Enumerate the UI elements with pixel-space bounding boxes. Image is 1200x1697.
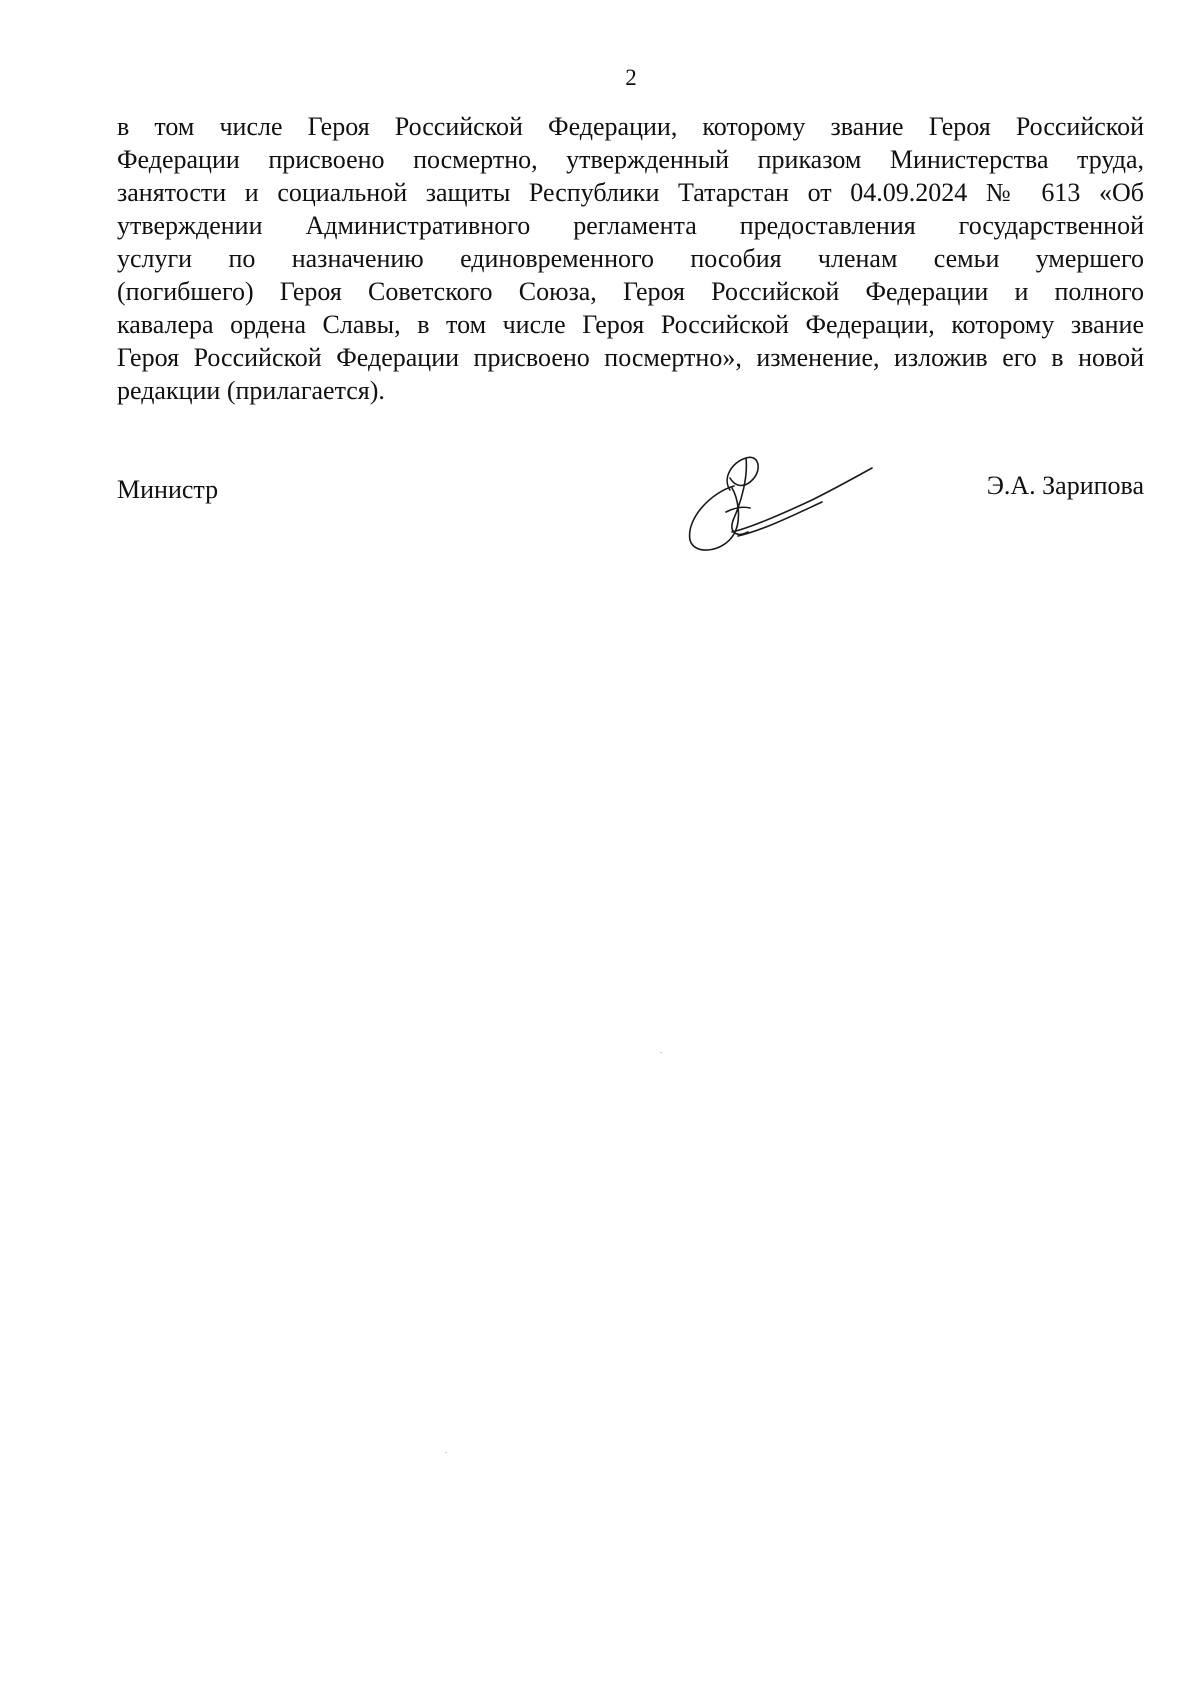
handwritten-signature: [672, 448, 877, 556]
body-line: редакции (прилагается).: [117, 376, 385, 405]
body-line: кавалера ордена Славы, в том числе Героя Российской Федерации, которому звание: [117, 310, 1144, 339]
page-number: 2: [625, 65, 637, 90]
signature-block: [117, 470, 1144, 570]
body-line: в том числе Героя Российской Федерации, которому звание Героя Российской: [117, 112, 1144, 141]
signatory-name: Э.А. Зарипова: [986, 471, 1144, 500]
body-paragraph: [117, 110, 1144, 407]
body-line: Федерации присвоено посмертно, утвержденный приказом Министерства труда,: [117, 145, 1144, 174]
scan-speck: [660, 1052, 662, 1053]
body-line: Героя Российской Федерации присвоено посмертно», изменение, изложив его в новой: [117, 343, 1144, 372]
scan-speck: [445, 1452, 447, 1453]
body-line: (погибшего) Героя Советского Союза, Героя Российской Федерации и полного: [117, 277, 1144, 306]
signatory-title: Министр: [117, 475, 219, 504]
body-line: услуги по назначению единовременного пособия членам семьи умершего: [117, 244, 1144, 273]
body-line: занятости и социальной защиты Республики Татарстан от 04.09.2024 № 613 «Об: [117, 178, 1144, 207]
body-line: утверждении Административного регламента предоставления государственной: [117, 211, 1144, 240]
